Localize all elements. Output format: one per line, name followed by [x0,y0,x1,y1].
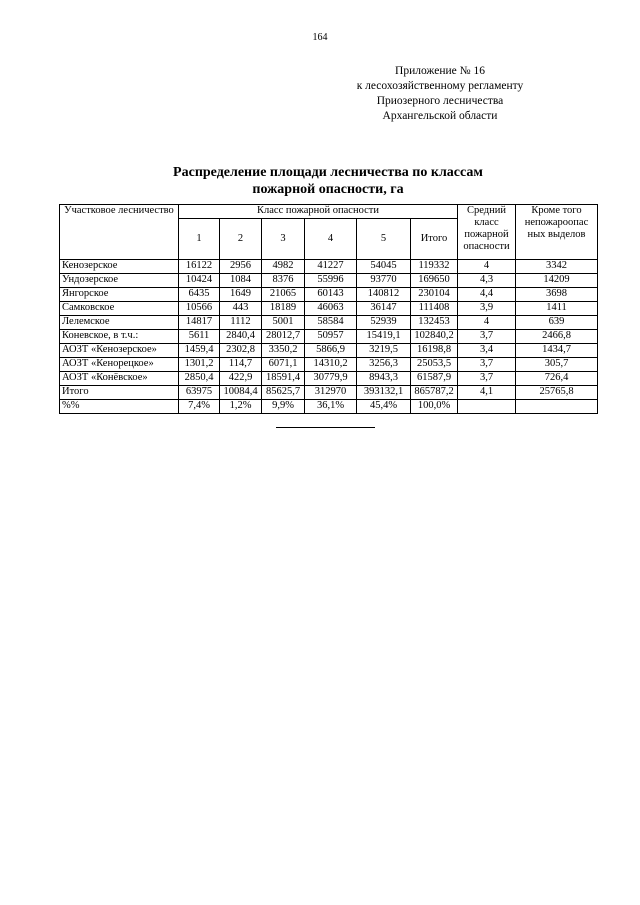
table-cell: 4,3 [458,274,516,288]
row-district-name: АОЗТ «Конёвское» [60,372,179,386]
table-cell: 36147 [357,302,411,316]
row-district-name: Итого [60,386,179,400]
table-row [60,400,598,414]
appendix-line: к лесохозяйственному регламенту [356,80,524,92]
table-cell: 14209 [516,274,598,288]
header-class-5: 5 [357,219,411,260]
table-cell: 3698 [516,288,598,302]
table-row [60,260,598,274]
appendix-line: Приозерного лесничества [376,95,504,107]
table-cell: 63975 [179,386,220,400]
table-cell: 36,1% [305,400,357,414]
table-cell: 1459,4 [179,344,220,358]
table-cell: 16198,8 [411,344,458,358]
table-cell: 9,9% [262,400,305,414]
table-cell: 60143 [305,288,357,302]
table-cell: 18189 [262,302,305,316]
header-class-3: 3 [262,219,305,260]
table-row [60,330,598,344]
table-cell: 3256,3 [357,358,411,372]
table-body [60,260,598,414]
table-row [60,358,598,372]
table-cell: 10566 [179,302,220,316]
row-district-name: Лелемское [60,316,179,330]
table-cell: 1112 [220,316,262,330]
header-district: Участковое лесничество [60,205,179,260]
page-number: 164 [312,32,328,43]
table-cell: 443 [220,302,262,316]
table-cell: 16122 [179,260,220,274]
table-row [60,288,598,302]
table-cell: 422,9 [220,372,262,386]
table-row [60,274,598,288]
table-cell: 14310,2 [305,358,357,372]
header-class-4: 4 [305,219,357,260]
table-cell: 30779,9 [305,372,357,386]
table-cell: 4,4 [458,288,516,302]
table-cell: 54045 [357,260,411,274]
table-cell: 25053,5 [411,358,458,372]
header-average-class: Средний класс пожарной опасности [458,205,516,260]
table-cell: 119332 [411,260,458,274]
table-cell: 25765,8 [516,386,598,400]
table-cell: 1649 [220,288,262,302]
title-line: Распределение площади лесничества по классам [173,165,483,180]
table-cell: 3,7 [458,372,516,386]
table-cell: 2956 [220,260,262,274]
table-cell: 1084 [220,274,262,288]
table-cell: 5001 [262,316,305,330]
table-cell: 28012,7 [262,330,305,344]
table-row [60,316,598,330]
table-cell: 45,4% [357,400,411,414]
table-cell: 8376 [262,274,305,288]
appendix-line: Архангельской области [382,110,498,122]
title-line: пожарной опасности, га [252,182,404,197]
row-district-name: Кенозерское [60,260,179,274]
table-cell: 46063 [305,302,357,316]
table-cell: 3342 [516,260,598,274]
table-cell: 41227 [305,260,357,274]
table-row [60,344,598,358]
fire-class-table [59,204,598,414]
table-row [60,302,598,316]
table-cell: 6071,1 [262,358,305,372]
table-cell: 1434,7 [516,344,598,358]
table-cell: 1,2% [220,400,262,414]
table-cell: 305,7 [516,358,598,372]
table-cell [516,400,598,414]
appendix-note [330,64,550,124]
table-cell: 58584 [305,316,357,330]
table-cell [458,400,516,414]
header-class-1: 1 [179,219,220,260]
table-cell: 3,7 [458,358,516,372]
table-cell: 102840,2 [411,330,458,344]
table-cell: 111408 [411,302,458,316]
table-cell: 393132,1 [357,386,411,400]
table-cell: 6435 [179,288,220,302]
table-cell: 3350,2 [262,344,305,358]
table-cell: 50957 [305,330,357,344]
row-district-name: Янгорское [60,288,179,302]
header-class-2: 2 [220,219,262,260]
table-cell: 3,9 [458,302,516,316]
table-cell: 3,7 [458,330,516,344]
header-fire-class: Класс пожарной опасности [179,205,458,219]
table-cell: 93770 [357,274,411,288]
table-cell: 2302,8 [220,344,262,358]
table-cell: 4 [458,260,516,274]
table-cell: 1301,2 [179,358,220,372]
table-cell: 4982 [262,260,305,274]
table-cell: 5611 [179,330,220,344]
row-district-name: АОЗТ «Кенорецкое» [60,358,179,372]
table-cell: 3219,5 [357,344,411,358]
document-title [0,164,640,198]
row-district-name: Самковское [60,302,179,316]
table-cell: 4,1 [458,386,516,400]
table-cell: 2850,4 [179,372,220,386]
table-cell: 726,4 [516,372,598,386]
table-cell: 3,4 [458,344,516,358]
table-cell: 140812 [357,288,411,302]
table-cell: 18591,4 [262,372,305,386]
table-cell: 10424 [179,274,220,288]
row-district-name: %% [60,400,179,414]
table-cell: 21065 [262,288,305,302]
table-cell: 7,4% [179,400,220,414]
table-cell: 312970 [305,386,357,400]
table-cell: 865787,2 [411,386,458,400]
row-district-name: АОЗТ «Кенозерское» [60,344,179,358]
table-cell: 169650 [411,274,458,288]
table-cell: 230104 [411,288,458,302]
table-cell: 2840,4 [220,330,262,344]
table-cell: 14817 [179,316,220,330]
table-row [60,372,598,386]
row-district-name: Коневское, в т.ч.: [60,330,179,344]
table-cell: 4 [458,316,516,330]
appendix-line: Приложение № 16 [395,65,485,77]
header-class-total: Итого [411,219,458,260]
row-district-name: Ундозерское [60,274,179,288]
table-cell: 5866,9 [305,344,357,358]
table-cell: 15419,1 [357,330,411,344]
divider-line [276,427,375,428]
table-cell: 2466,8 [516,330,598,344]
table-cell: 114,7 [220,358,262,372]
table-cell: 10084,4 [220,386,262,400]
table-cell: 1411 [516,302,598,316]
header-non-fire-hazard: Кроме того непожароопас ных выделов [516,205,598,260]
table-cell: 52939 [357,316,411,330]
table-cell: 8943,3 [357,372,411,386]
table-cell: 85625,7 [262,386,305,400]
table-cell: 61587,9 [411,372,458,386]
table-cell: 639 [516,316,598,330]
table-cell: 100,0% [411,400,458,414]
table-cell: 132453 [411,316,458,330]
table-cell: 55996 [305,274,357,288]
table-row [60,386,598,400]
